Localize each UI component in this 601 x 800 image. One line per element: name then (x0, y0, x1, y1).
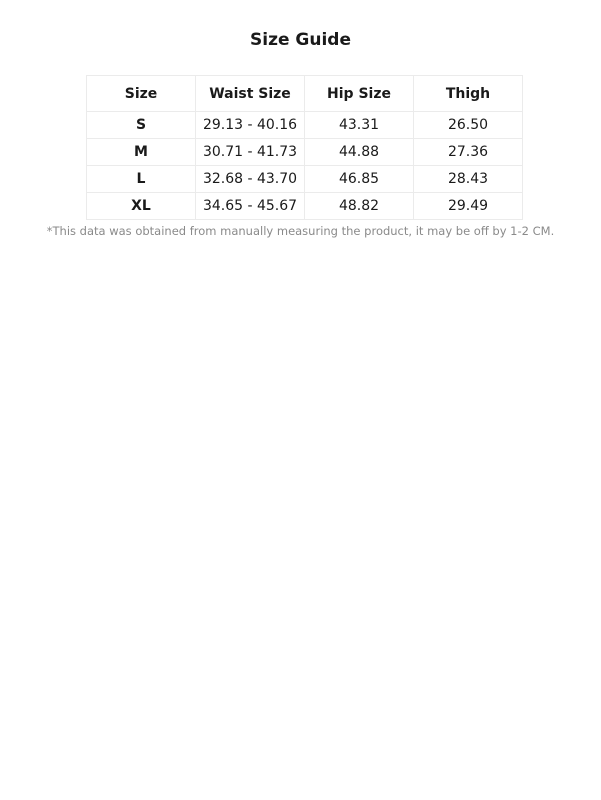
cell-waist-size: 34.65 - 45.67 (196, 193, 305, 220)
cell-waist-size: 29.13 - 40.16 (196, 112, 305, 139)
cell-thigh: 26.50 (414, 112, 523, 139)
table-row (87, 166, 523, 193)
cell-size: M (87, 139, 196, 166)
table-row (87, 112, 523, 139)
cell-thigh: 28.43 (414, 166, 523, 193)
page-title: Size Guide (250, 30, 351, 50)
table-header-row (87, 76, 523, 112)
cell-size: S (87, 112, 196, 139)
header-waist-size: Waist Size (196, 76, 305, 112)
cell-waist-size: 32.68 - 43.70 (196, 166, 305, 193)
cell-size: L (87, 166, 196, 193)
table-row (87, 139, 523, 166)
cell-size: XL (87, 193, 196, 220)
header-size: Size (87, 76, 196, 112)
cell-hip-size: 46.85 (305, 166, 414, 193)
cell-thigh: 29.49 (414, 193, 523, 220)
table-row (87, 193, 523, 220)
header-thigh: Thigh (414, 76, 523, 112)
cell-hip-size: 48.82 (305, 193, 414, 220)
cell-hip-size: 43.31 (305, 112, 414, 139)
cell-hip-size: 44.88 (305, 139, 414, 166)
cell-thigh: 27.36 (414, 139, 523, 166)
cell-waist-size: 30.71 - 41.73 (196, 139, 305, 166)
size-table (86, 75, 523, 220)
measurement-note: *This data was obtained from manually measuring the product, it may be off by 1-2 CM. (46, 224, 555, 238)
header-hip-size: Hip Size (305, 76, 414, 112)
